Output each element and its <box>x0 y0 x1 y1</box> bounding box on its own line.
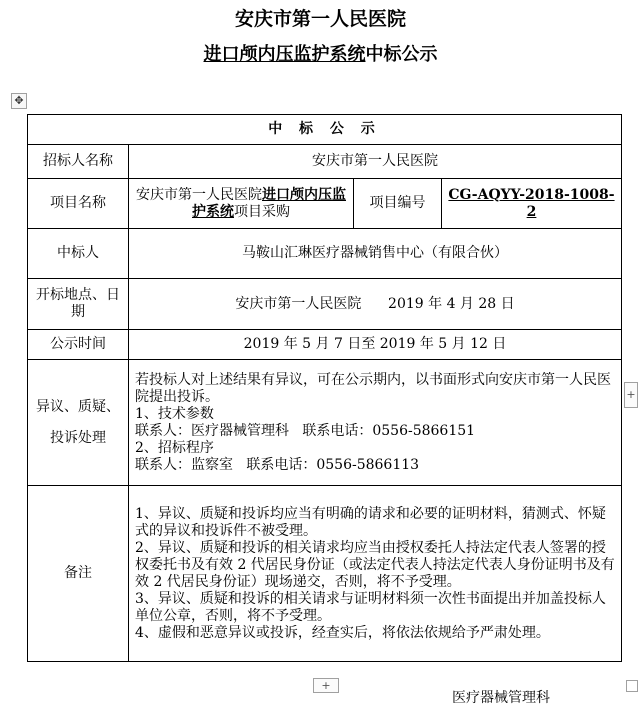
add-row-plus-icon[interactable]: + <box>313 678 339 693</box>
objection-line: 若投标人对上述结果有异议，可在公示期内，以书面形式向安庆市第一人民医院提出投诉。 <box>135 371 611 405</box>
project-name-prefix: 安庆市第一人民医院 <box>136 186 262 203</box>
remarks-line: 1、异议、质疑和投诉均应当有明确的请求和必要的证明材料，猜测式、怀疑式的异议和投诉件不被受理。 <box>135 505 606 539</box>
page-subtitle <box>0 40 641 66</box>
objection-label-line1: 异议、质疑、 <box>36 398 120 415</box>
project-name-value <box>129 179 354 229</box>
bidder-value: 安庆市第一人民医院 <box>129 145 622 179</box>
project-no-label: 项目编号 <box>354 179 442 229</box>
signature-text: 医疗器械管理科 <box>452 690 550 706</box>
add-column-plus-icon[interactable]: + <box>624 382 638 408</box>
opening-value: 安庆市第一人民医院 2019 年 4 月 28 日 <box>129 279 622 330</box>
remarks-content <box>129 486 622 662</box>
project-name-label: 项目名称 <box>28 179 129 229</box>
remarks-label: 备注 <box>28 486 129 662</box>
notice-value: 2019 年 5 月 7 日至 2019 年 5 月 12 日 <box>129 330 622 360</box>
project-title-underlined: 进口颅内压监护系统 <box>203 44 366 65</box>
table-move-icon[interactable]: ✥ <box>11 93 27 109</box>
objection-line: 联系人：监察室 联系电话：0556-5866113 <box>135 456 420 473</box>
objection-label-line2: 投诉处理 <box>50 429 106 446</box>
objection-line: 联系人：医疗器械管理科 联系电话：0556-5866151 <box>135 422 476 439</box>
table-heading: 中 标 公 示 <box>28 115 622 145</box>
remarks-line: 4、虚假和恶意异议或投诉，经查实后，将依法依规给予严肃处理。 <box>135 624 550 641</box>
winner-label: 中标人 <box>28 229 129 279</box>
notice-label: 公示时间 <box>28 330 129 360</box>
remarks-line: 2、异议、质疑和投诉的相关请求均应当由授权委托人持法定代表人签署的授权委托书及有效 2 代居民身份证（或法定代表人持法定代表人身份证明书及有效 2 代居民身份证）现场递交，否则，将不予受理。 <box>135 539 615 590</box>
objection-content <box>129 360 622 486</box>
objection-line: 1、技术参数 <box>135 405 214 422</box>
opening-label: 开标地点、日期 <box>28 279 129 330</box>
notice-table <box>27 114 622 662</box>
project-name-suffix: 项目采购 <box>234 203 290 220</box>
winner-value: 马鞍山汇琳医疗器械销售中心（有限合伙） <box>129 229 622 279</box>
page-title: 安庆市第一人民医院 <box>234 8 406 30</box>
project-no-value: CG-AQYY-2018-1008-2 <box>442 179 622 229</box>
remarks-line: 3、异议、质疑和投诉的相关请求与证明材料须一次性书面提出并加盖投标人单位公章，否则，将不予受理。 <box>135 590 606 624</box>
project-title-rest: 中标公示 <box>365 44 438 65</box>
objection-label <box>28 360 129 486</box>
bidder-label: 招标人名称 <box>28 145 129 179</box>
table-resize-icon[interactable] <box>626 680 638 692</box>
objection-line: 2、招标程序 <box>135 439 214 456</box>
project-name-bold: 进口颅内压监护系统 <box>192 186 346 220</box>
